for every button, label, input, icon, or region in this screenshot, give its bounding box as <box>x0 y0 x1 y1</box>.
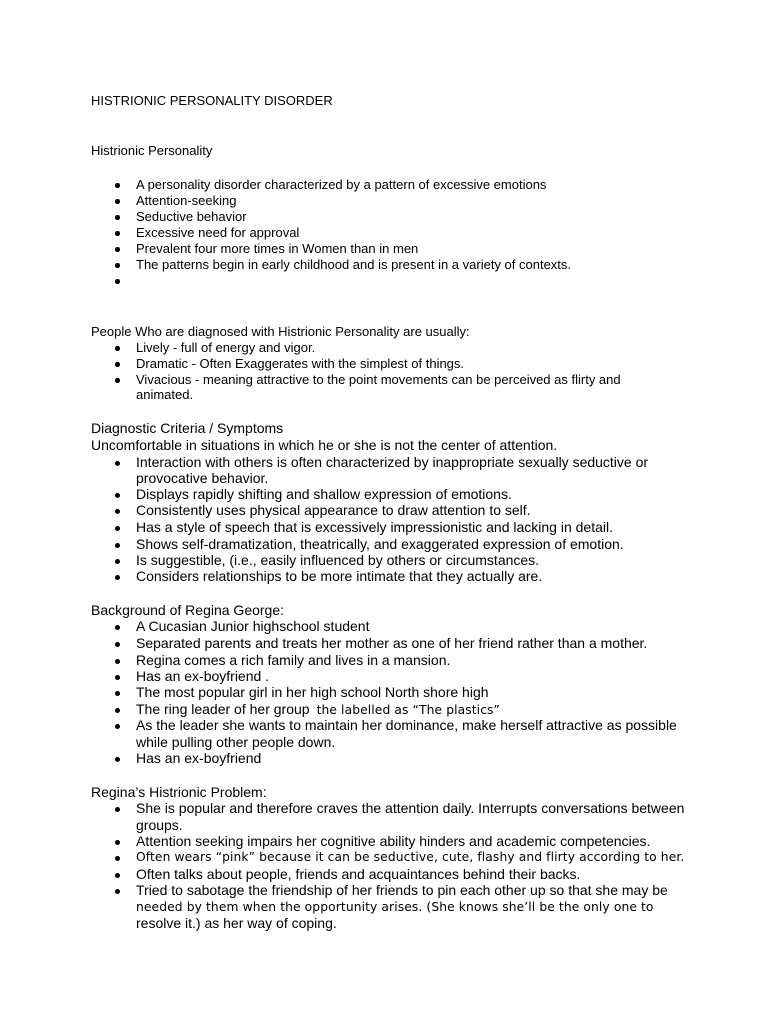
list-item: Attention-seeking <box>136 193 237 208</box>
list-item: Interaction with others is often characterized by inappropriate sexually seductive or <box>136 454 649 470</box>
list-item-continuation: while pulling other people down. <box>136 734 336 750</box>
bullet-icon <box>115 568 123 584</box>
list-item: Lively - full of energy and vigor. <box>136 340 316 355</box>
bullet-icon <box>115 882 123 898</box>
list-item: Often talks about people, friends and acquaintances behind their backs. <box>136 866 581 882</box>
bullet-icon <box>115 177 123 193</box>
section-heading: Diagnostic Criteria / Symptoms <box>91 420 284 436</box>
bullet-icon <box>115 356 123 372</box>
list-item-continuation: resolve it.) as her way of coping. <box>136 915 337 931</box>
list-item: Shows self-dramatization, theatrically, and exaggerated expression of emotion. <box>136 536 624 552</box>
bullet-icon <box>115 800 123 816</box>
bullet-icon <box>115 486 123 502</box>
bullet-icon <box>115 502 123 518</box>
bullet-icon <box>115 552 123 568</box>
bullet-icon <box>115 701 123 717</box>
list-item-continuation: groups. <box>136 817 183 833</box>
bullet-icon <box>115 536 123 552</box>
bullet-icon <box>115 750 123 766</box>
bullet-icon <box>115 668 123 684</box>
list-item: A personality disorder characterized by a pattern of excessive emotions <box>136 177 547 192</box>
section-heading: Histrionic Personality <box>91 143 213 158</box>
paragraph: People Who are diagnosed with Histrionic Personality are usually: <box>91 324 470 339</box>
document-title: HISTRIONIC PERSONALITY DISORDER <box>91 93 333 108</box>
list-item: Vivacious - meaning attractive to the point movements can be perceived as flirty and <box>136 372 621 387</box>
list-item: Dramatic - Often Exaggerates with the simplest of things. <box>136 356 465 371</box>
list-item-continuation: animated. <box>136 387 194 402</box>
bullet-icon <box>115 340 123 356</box>
section-heading: Regina’s Histrionic Problem: <box>91 784 267 800</box>
list-item: A Cucasian Junior highschool student <box>136 618 370 634</box>
list-item-inline-note: the labelled as “The plastics” <box>316 703 501 717</box>
list-item: Separated parents and treats her mother as one of her friend rather than a mother. <box>136 635 648 651</box>
list-item: The patterns begin in early childhood and is present in a variety of contexts. <box>136 257 572 272</box>
section-heading: Background of Regina George: <box>91 602 285 618</box>
bullet-icon <box>115 652 123 668</box>
list-item: Attention seeking impairs her cognitive ability hinders and academic competencies. <box>136 833 651 849</box>
list-item: Has a style of speech that is excessively impressionistic and lacking in detail. <box>136 519 613 535</box>
list-item: Considers relationships to be more intimate that they actually are. <box>136 568 543 584</box>
bullet-icon <box>115 833 123 849</box>
paragraph: Uncomfortable in situations in which he or she is not the center of attention. <box>91 437 558 453</box>
list-item-continuation: needed by them when the opportunity arises. (She knows she’ll be the only one to <box>136 900 654 914</box>
list-item: Tried to sabotage the friendship of her friends to pin each other up so that she may be <box>136 882 668 898</box>
list-item: Excessive need for approval <box>136 225 300 240</box>
list-item: As the leader she wants to maintain her dominance, make herself attractive as possible <box>136 717 677 733</box>
list-item-continuation: provocative behavior. <box>136 470 269 486</box>
bullet-icon <box>115 849 123 865</box>
bullet-icon <box>115 618 123 634</box>
bullet-icon <box>115 684 123 700</box>
bullet-icon <box>115 225 123 241</box>
list-item: The most popular girl in her high school North shore high <box>136 684 489 700</box>
list-item: Prevalent four more times in Women than in men <box>136 241 419 256</box>
list-item: Seductive behavior <box>136 209 247 224</box>
list-item: Regina comes a rich family and lives in a mansion. <box>136 652 451 668</box>
list-item-text: The ring leader of her group <box>136 701 310 717</box>
bullet-icon <box>115 257 123 273</box>
bullet-icon <box>115 241 123 257</box>
list-item: Consistently uses physical appearance to draw attention to self. <box>136 502 531 518</box>
bullet-icon <box>115 454 123 470</box>
bullet-icon <box>115 273 123 289</box>
bullet-icon <box>115 519 123 535</box>
bullet-icon <box>115 866 123 882</box>
bullet-icon <box>115 635 123 651</box>
list-item: Has an ex-boyfriend . <box>136 668 270 684</box>
bullet-icon <box>115 193 123 209</box>
bullet-icon <box>115 372 123 388</box>
bullet-icon <box>115 717 123 733</box>
list-item: Has an ex-boyfriend <box>136 750 262 766</box>
bullet-icon <box>115 209 123 225</box>
list-item: She is popular and therefore craves the attention daily. Interrupts conversations between <box>136 800 685 816</box>
list-item: Often wears “pink” because it can be seductive, cute, flashy and flirty according to her. <box>136 850 685 864</box>
list-item: Is suggestible, (i.e., easily influenced by others or circumstances. <box>136 552 540 568</box>
list-item: Displays rapidly shifting and shallow expression of emotions. <box>136 486 512 502</box>
